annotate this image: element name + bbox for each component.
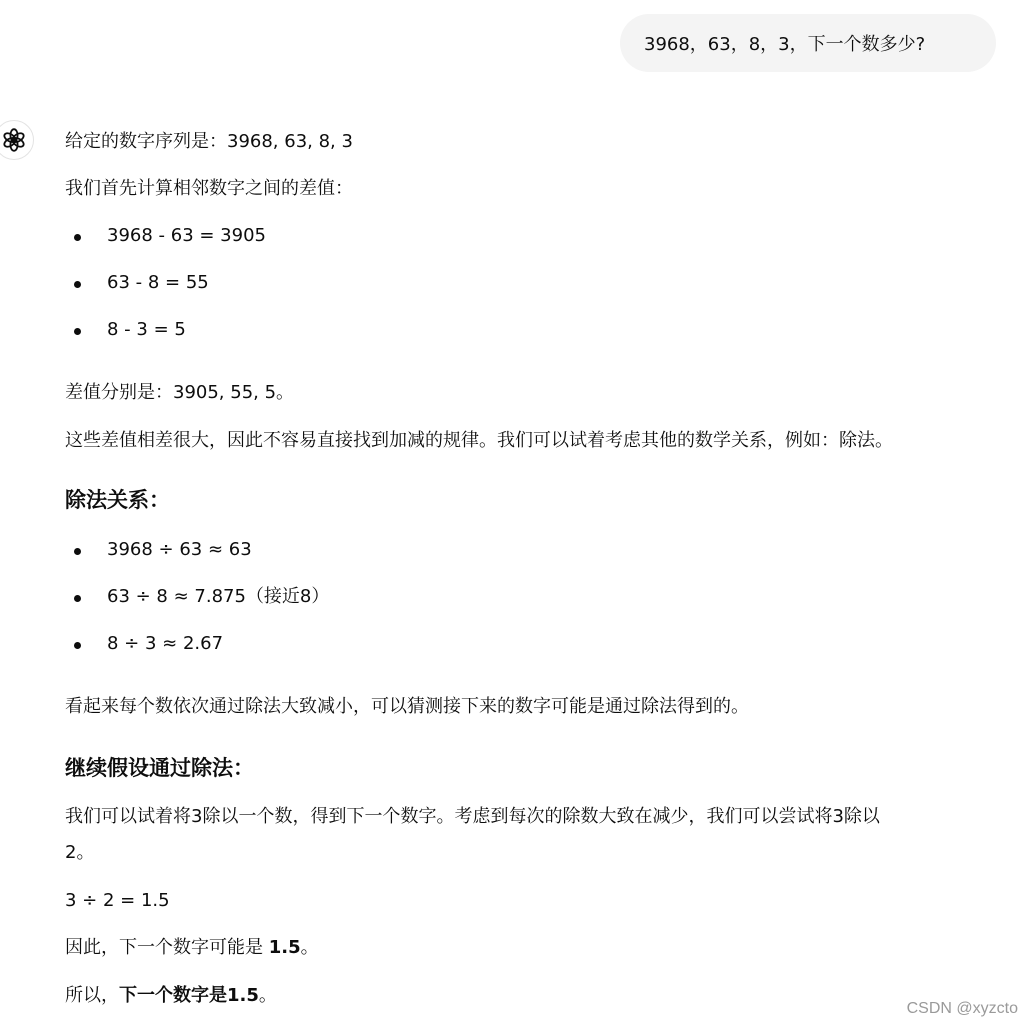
final-answer-text [65, 983, 277, 1009]
continue-text-line2: 2。 [65, 842, 95, 863]
assistant-avatar [0, 120, 34, 160]
bullet-dot [74, 595, 81, 602]
diff-item: 63 - 8 = 55 [107, 272, 209, 293]
bullet-dot [74, 234, 81, 241]
therefore-text [65, 935, 319, 961]
openai-logo-icon [1, 127, 27, 153]
continue-text-line1: 我们可以试着将3除以一个数，得到下一个数字。考虑到每次的除数大致在减少，我们可以尝试将3除以 [65, 806, 880, 827]
final-prefix: 所以， [65, 985, 119, 1006]
bullet-dot [74, 328, 81, 335]
intro-text: 给定的数字序列是：3968, 63, 8, 3 [65, 131, 353, 152]
diff-summary-text: 差值分别是：3905, 55, 5。 [65, 382, 295, 403]
diff-item: 3968 - 63 = 3905 [107, 225, 266, 246]
user-message-bubble [620, 14, 996, 72]
division-item: 8 ÷ 3 ≈ 2.67 [107, 633, 224, 654]
division-item: 63 ÷ 8 ≈ 7.875（接近8） [107, 586, 330, 607]
watermark: CSDN @xyzcto [906, 1000, 1018, 1017]
therefore-prefix: 因此，下一个数字可能是 [65, 937, 269, 958]
final-suffix: 。 [258, 985, 277, 1006]
therefore-suffix: 。 [300, 937, 319, 958]
continue-heading: 继续假设通过除法： [65, 756, 254, 780]
division-comment-text: 看起来每个数依次通过除法大致减小，可以猜测接下来的数字可能是通过除法得到的。 [65, 696, 749, 717]
bullet-dot [74, 642, 81, 649]
diff-item: 8 - 3 = 5 [107, 319, 186, 340]
bullet-dot [74, 548, 81, 555]
calc-text: 3 ÷ 2 = 1.5 [65, 890, 170, 911]
diff-comment-text: 这些差值相差很大，因此不容易直接找到加减的规律。我们可以试着考虑其他的数学关系，例如：除法。 [65, 430, 893, 451]
division-heading: 除法关系： [65, 488, 170, 512]
diff-intro-text: 我们首先计算相邻数字之间的差值： [65, 178, 353, 199]
user-message-text: 3968，63，8，3，下一个数多少? [644, 34, 926, 55]
bullet-dot [74, 281, 81, 288]
final-bold: 下一个数字是1.5 [119, 985, 259, 1006]
therefore-value: 1.5 [268, 937, 301, 958]
division-item: 3968 ÷ 63 ≈ 63 [107, 539, 252, 560]
